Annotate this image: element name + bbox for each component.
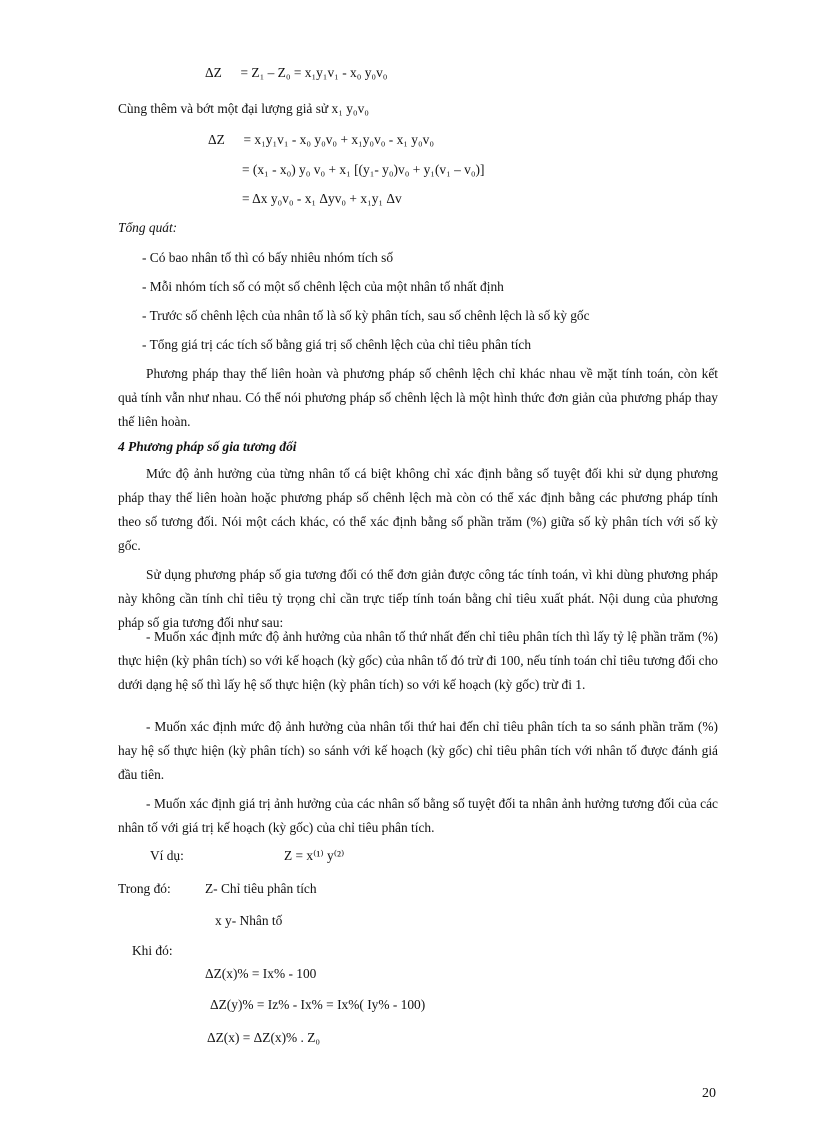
section-paragraph-3: - Muốn xác định mức độ ảnh hưởng của nhân tố thứ nhất đến chỉ tiêu phân tích thì lấy tỷ lệ phần trăm (%) thực hiện (kỳ phân tích) so với kế hoạch (kỳ gốc) của nhân tố đó trừ đi 100, nếu tính toán chỉ tiêu tương đối cho dưới dạng hệ số thì lấy hệ số thực hiện (kỳ phân tích) so với kế hoạch (kỳ gốc) trừ đi 1. xyxy=(118,629,718,692)
intro-text: Cùng thêm và bớt một đại lượng giả sử x₁ y₀v₀ xyxy=(118,101,369,116)
general-bullet: - Tổng giá trị các tích số bằng giá trị số chênh lệch của chỉ tiêu phân tích xyxy=(142,337,532,352)
section-heading: 4 Phương pháp số gia tương đối xyxy=(118,439,297,454)
section-paragraph-5: - Muốn xác định giá trị ảnh hưởng của các nhân số bằng số tuyệt đối ta nhân ảnh hưởng tương đối của các nhân tố với giá trị kế hoạch (kỳ gốc) của chỉ tiêu phân tích. xyxy=(118,796,718,835)
dz-formula-1 xyxy=(205,64,387,82)
dz-formula-4: = Δx y₀v₀ - x₁ Δyv₀ + x₁y₁ Δv xyxy=(242,191,402,206)
where-z: Z- Chỉ tiêu phân tích xyxy=(205,881,317,896)
general-bullet: - Có bao nhân tố thì có bấy nhiêu nhóm tích số xyxy=(142,250,394,265)
general-bullet: - Trước số chênh lệch của nhân tố là số kỳ phân tích, sau số chênh lệch là số kỳ gốc xyxy=(142,308,590,323)
general-paragraph: Phương pháp thay thế liên hoàn và phương pháp số chênh lệch chỉ khác nhau về mặt tính toán, còn kết quả tính vẫn như nhau. Có thể nói phương pháp số chênh lệch là một hình thức đơn giản của phương pháp thay thế liên hoàn. xyxy=(118,366,718,429)
where-label: Trong đó: xyxy=(118,881,171,896)
section-paragraph-4: - Muốn xác định mức độ ảnh hưởng của nhân tối thứ hai đến chỉ tiêu phân tích ta so sánh phần trăm (%) hay hệ số thực hiện (kỳ phân tích) so sánh với kế hoạch (kỳ gốc) chỉ tiêu phân tích với nhân tố được đánh giá đầu tiên. xyxy=(118,719,718,782)
section-paragraph-1: Mức độ ảnh hưởng của từng nhân tố cá biệt không chỉ xác định bằng số tuyệt đối khi sử dụng phương pháp thay thế liên hoàn hoặc phương pháp số chênh lệch mà còn có thể xác định bằng các phương pháp tính theo số tương đối. Nói một cách khác, có thể xác định bằng số phần trăm (%) giữa số kỳ phân tích với số kỳ gốc. xyxy=(118,466,718,553)
general-bullet: - Mỗi nhóm tích số có một số chênh lệch của một nhân tố nhất định xyxy=(142,279,504,294)
dz-line1-rhs: = Z₁ – Z₀ = x₁y₁v₁ - x₀ y₀v₀ xyxy=(240,65,388,80)
equation-2: ΔZ(y)% = Iz% - Ix% = Ix%( Iy% - 100) xyxy=(210,997,426,1012)
dz-label-2: ΔZ xyxy=(208,132,225,147)
example-formula: Z = x⁽¹⁾ y⁽²⁾ xyxy=(284,848,345,863)
page-number: 20 xyxy=(702,1086,716,1101)
equation-1: ΔZ(x)% = Ix% - 100 xyxy=(205,966,317,981)
section-paragraph-2: Sử dụng phương pháp số gia tương đối có thể đơn giản được công tác tính toán, vì khi dùng phương pháp này không cần tính chỉ tiêu tỷ trọng chỉ cần trực tiếp tính toán bằng chỉ tiêu xuất phát. Nội dung của phương pháp số gia tương đối như sau: xyxy=(118,567,718,630)
dz-formula-3: = (x₁ - x₀) y₀ v₀ + x₁ [(y₁- y₀)v₀ + y₁(v₁ – v₀)] xyxy=(242,162,485,177)
dz-formula-2 xyxy=(208,131,434,149)
example-label: Ví dụ: xyxy=(150,848,184,863)
when-label: Khi đó: xyxy=(132,943,173,958)
dz-line2-rhs: = x₁y₁v₁ - x₀ y₀v₀ + x₁y₀v₀ - x₁ y₀v₀ xyxy=(243,132,435,147)
equation-3: ΔZ(x) = ΔZ(x)% . Z₀ xyxy=(207,1030,321,1045)
dz-label-1: ΔZ xyxy=(205,65,222,80)
where-xy: x y- Nhân tố xyxy=(215,913,283,928)
general-heading: Tổng quát: xyxy=(118,220,178,235)
